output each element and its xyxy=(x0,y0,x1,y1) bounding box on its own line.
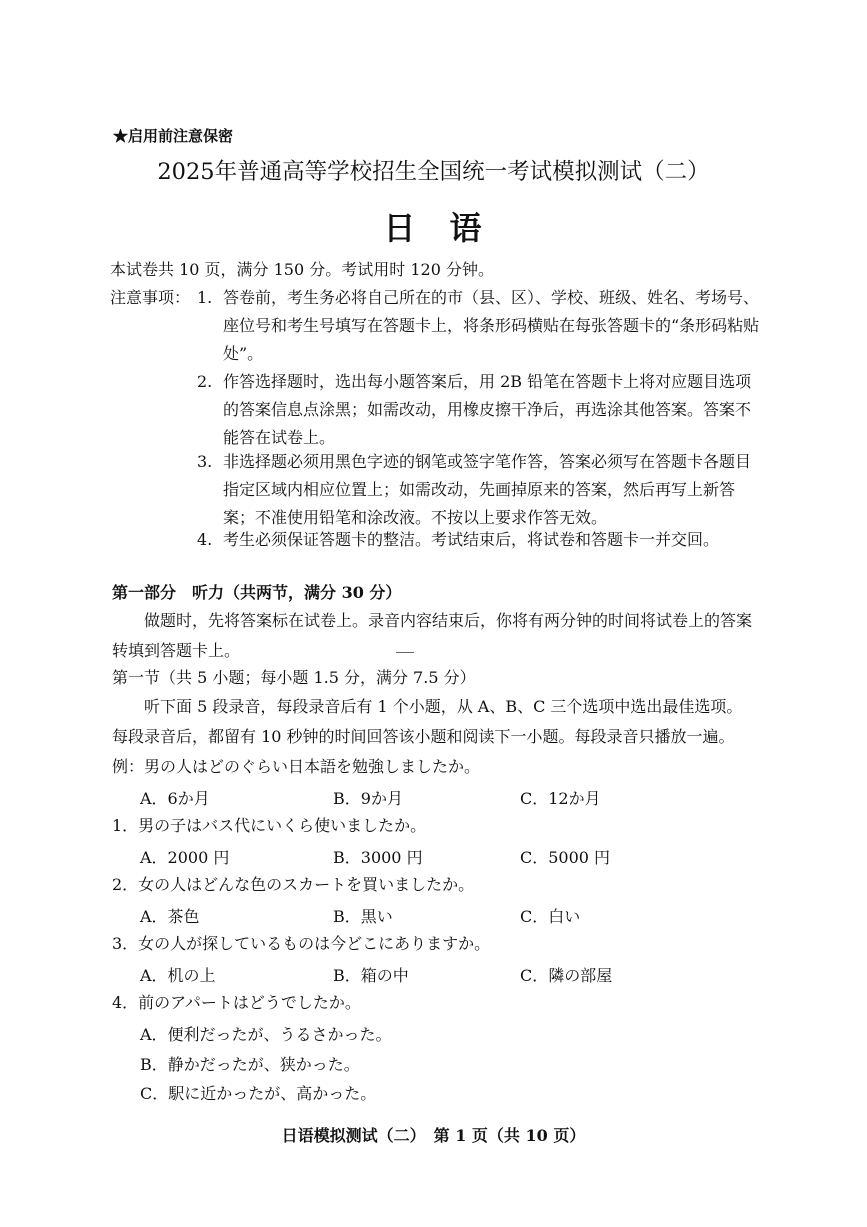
example-option-b: B．9か月 xyxy=(333,789,403,808)
question-3-option-b: B．箱の中 xyxy=(333,966,409,985)
example-stem: 例：男の人はどのぐらい日本語を勉強しましたか。 xyxy=(112,757,481,776)
note-text: 非选择题必须用黑色字迹的钢笔或签字笔作答，答案必须写在答题卡各题目指定区域内相应位置上；如需改动，先画掉原来的答案，然后再写上新答案；不准使用铅笔和涂改液。不按以上要求作答无效。 xyxy=(223,452,752,527)
note-number: 3. xyxy=(197,452,213,471)
question-4-stem: 4．前のアパートはどうでしたか。 xyxy=(112,993,361,1012)
notes-label: 注意事项： xyxy=(110,288,191,307)
note-number: 2. xyxy=(197,372,213,391)
question-4-option-b: B．静かだったが、狭かった。 xyxy=(140,1055,360,1074)
question-3-stem: 3．女の人が探しているものは今どこにありますか。 xyxy=(112,934,491,953)
exam-title: 2025年普通高等学校招生全国统一考试模拟测试（二） xyxy=(157,159,710,185)
question-2-option-c: C．白い xyxy=(520,907,581,926)
note-text: 作答选择题时，选出每小题答案后，用 2B 铅笔在答题卡上将对应题目选项的答案信息点涂黑；如需改动，用橡皮擦干净后，再选涂其他答案。答案不能答在试卷上。 xyxy=(223,372,752,447)
question-2-option-b: B．黒い xyxy=(333,907,393,926)
section1-instruction: 听下面 5 段录音，每段录音后有 1 个小题，从 A、B、C 三个选项中选出最佳选项。每段录音后，都留有 10 秒钟的时间回答该小题和阅读下一小题。每段录音只播放一遍。 xyxy=(112,697,743,746)
question-3-option-c: C．隣の部屋 xyxy=(520,966,613,985)
question-1-option-b: B．3000 円 xyxy=(333,848,423,867)
note-number: 4. xyxy=(197,530,213,549)
note-number: 1. xyxy=(197,288,213,307)
question-1-option-a: A．2000 円 xyxy=(140,848,230,867)
subject-title xyxy=(0,206,867,250)
example-option-a: A．6か月 xyxy=(140,789,210,808)
part1-heading: 第一部分 听力（共两节，满分 30 分） xyxy=(112,583,402,602)
part1-instruction: 做题时，先将答案标在试卷上。录音内容结束后，你将有两分钟的时间将试卷上的答案转填到答题卡上。 xyxy=(112,611,753,660)
example-option-c: C．12か月 xyxy=(520,789,601,808)
note-text: 考生必须保证答题卡的整洁。考试结束后，将试卷和答题卡一并交回。 xyxy=(223,530,720,549)
section1-heading: 第一节（共 5 小题；每小题 1.5 分，满分 7.5 分） xyxy=(112,668,476,687)
page-footer: 日语模拟测试（二） 第 1 页（共 10 页） xyxy=(281,1126,586,1145)
subject-title-left: 日 xyxy=(383,209,418,247)
divider xyxy=(396,652,414,653)
subject-title-right: 语 xyxy=(449,209,484,247)
question-1-option-c: C．5000 円 xyxy=(520,848,611,867)
question-1-stem: 1．男の子はバス代にいくら使いましたか。 xyxy=(112,816,427,835)
question-2-stem: 2．女の人はどんな色のスカートを買いましたか。 xyxy=(112,875,475,894)
question-4-option-c: C．駅に近かったが、高かった。 xyxy=(140,1084,377,1103)
question-2-option-a: A．茶色 xyxy=(140,907,200,926)
note-text: 答卷前，考生务必将自己所在的市（县、区）、学校、班级、姓名、考场号、座位号和考生号填写在答题卡上，将条形码横贴在每张答题卡的“条形码粘贴处”。 xyxy=(223,288,760,363)
confidential-label: ★启用前注意保密 xyxy=(113,127,234,145)
question-3-option-a: A．机の上 xyxy=(140,966,216,985)
exam-intro: 本试卷共 10 页，满分 150 分。考试用时 120 分钟。 xyxy=(110,260,494,279)
question-4-option-a: A．便利だったが、うるさかった。 xyxy=(140,1025,392,1044)
